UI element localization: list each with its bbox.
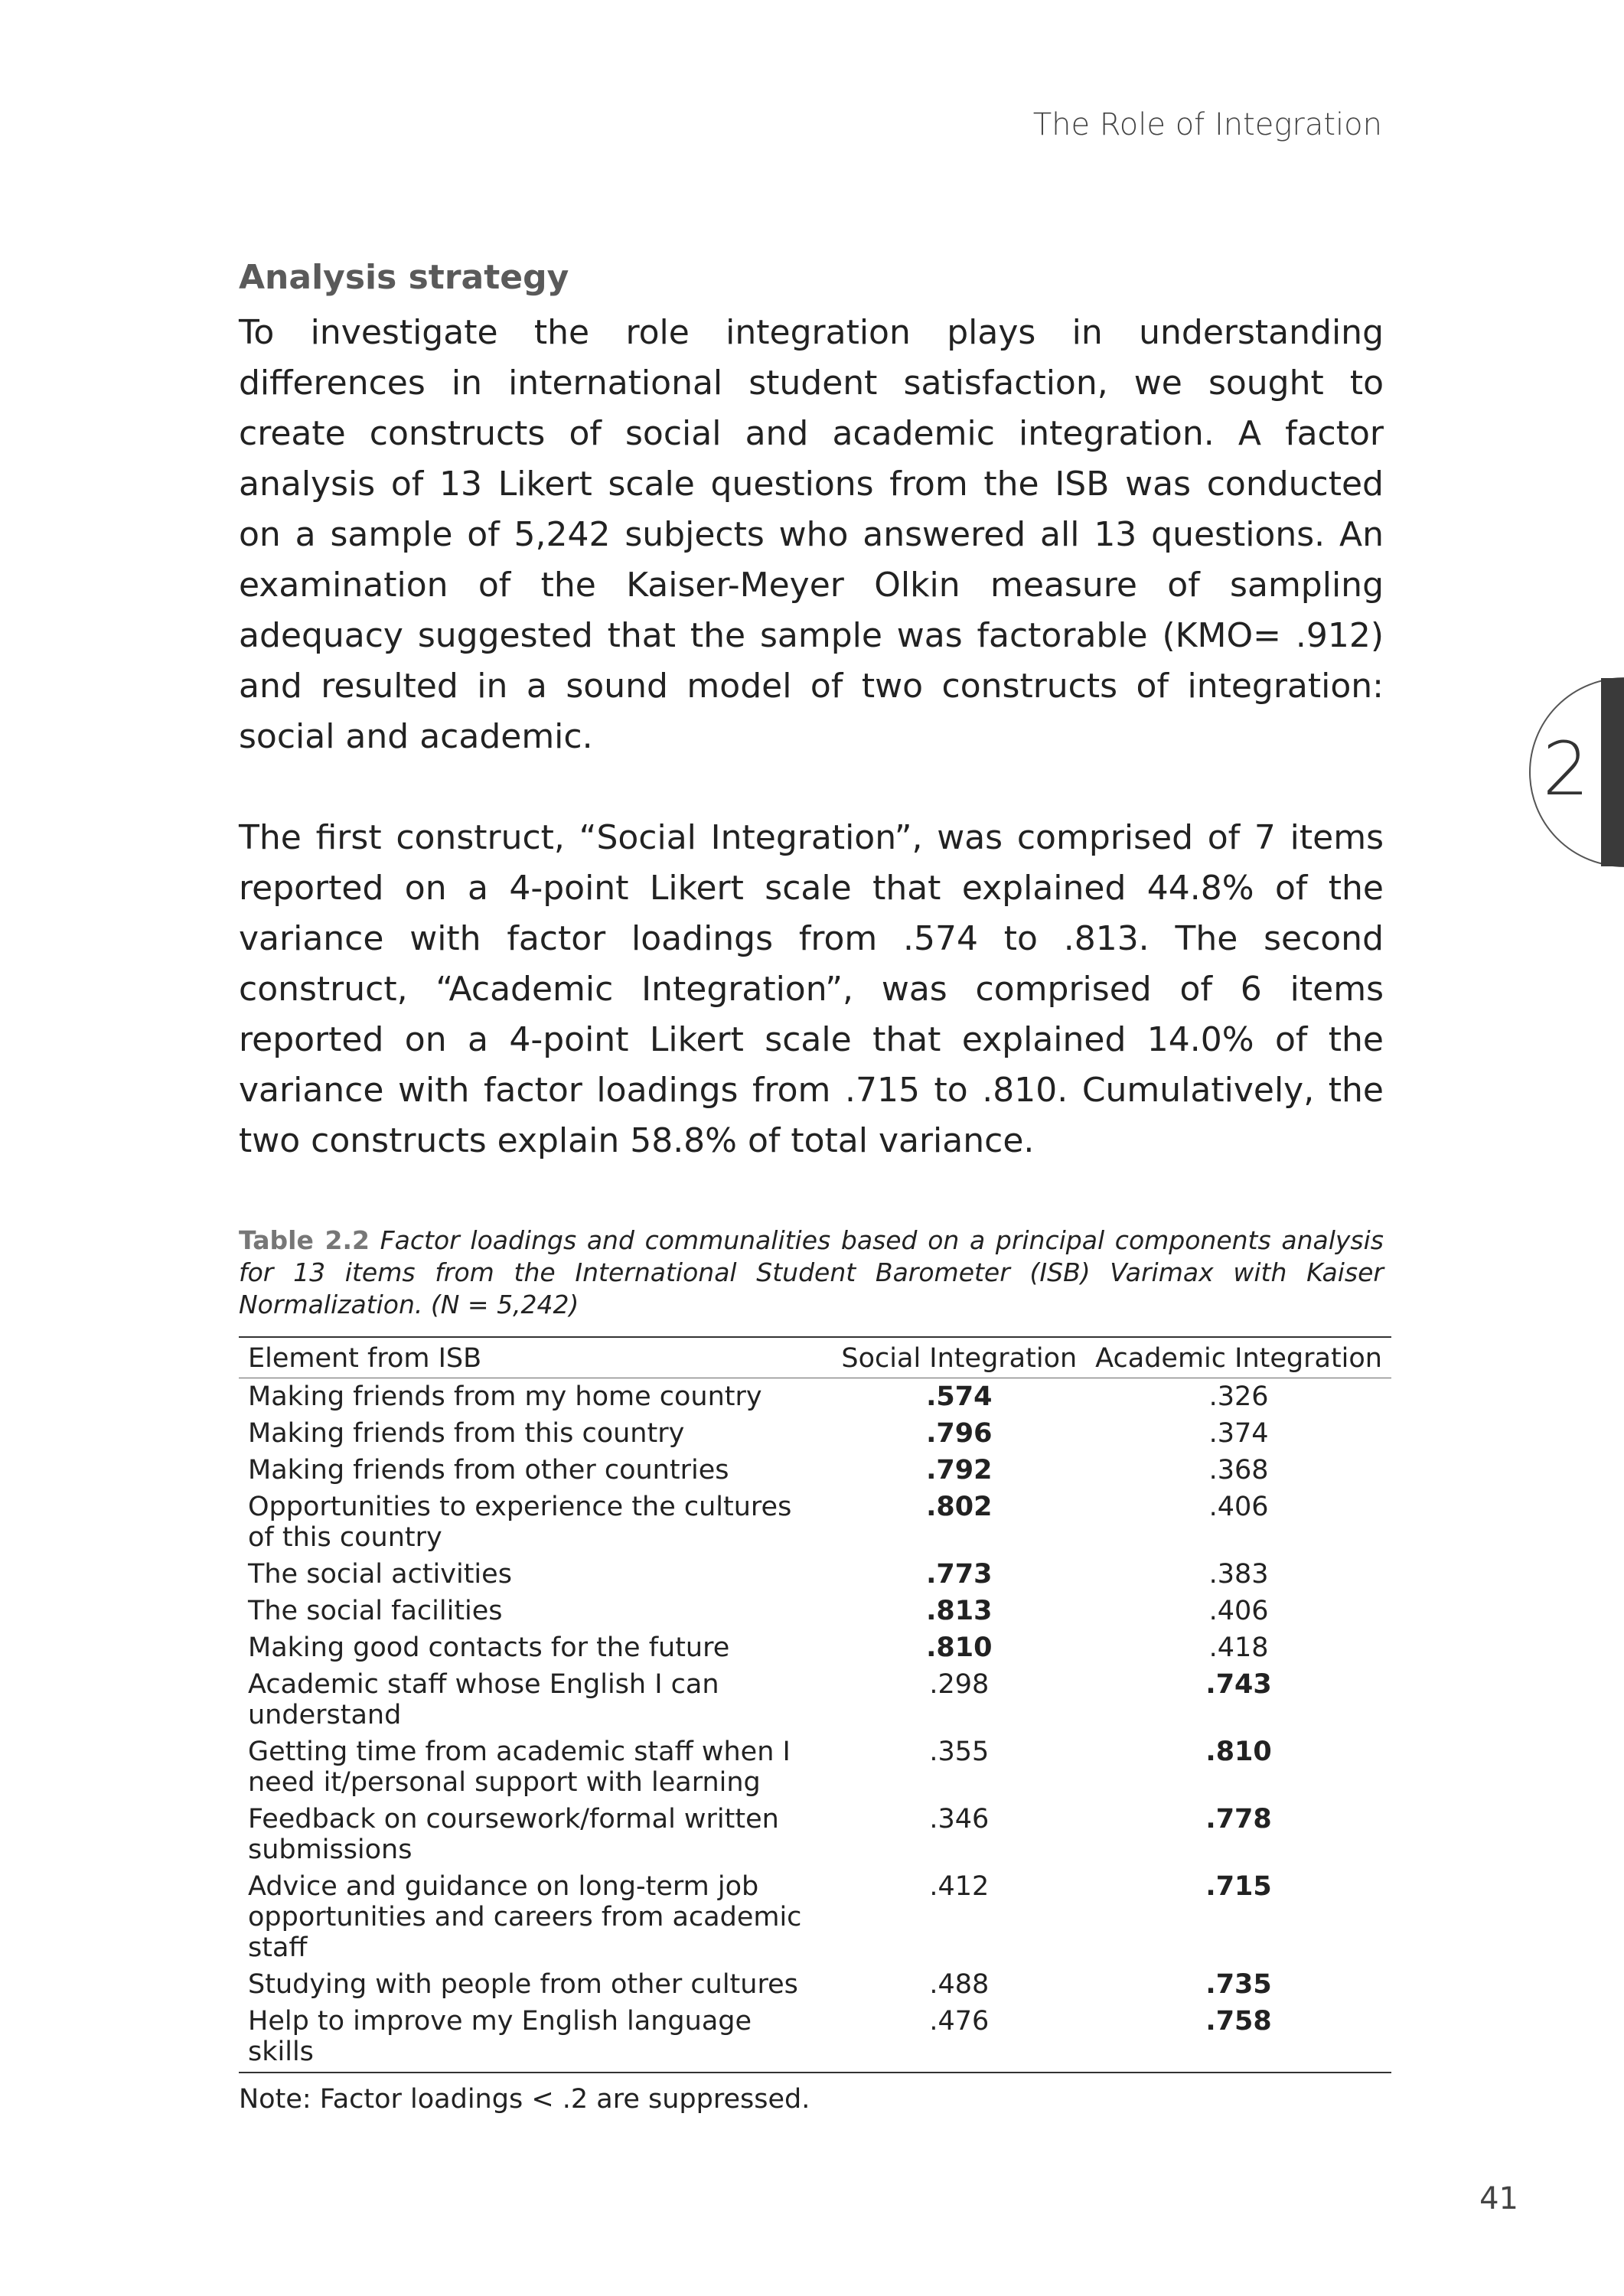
row-element-cell: The social activities <box>248 1559 512 1590</box>
table-row <box>239 1378 1391 1416</box>
table-row <box>239 2003 1391 2073</box>
table-note: Note: Factor loadings < .2 are suppressed. <box>239 2084 810 2115</box>
row-element-cell: The social facilities <box>248 1596 503 1626</box>
table-row <box>239 1452 1391 1489</box>
table-row <box>239 1629 1391 1666</box>
table-row <box>239 1733 1391 1801</box>
row-element-cell: Help to improve my English language skills <box>239 2003 832 2073</box>
row-element-cell: Getting time from academic staff when I need it/personal support with learning <box>248 1737 791 1798</box>
row-element-cell: Studying with people from other cultures <box>248 1969 798 2000</box>
row-social-cell: .346 <box>929 1804 990 1835</box>
table-row <box>239 1415 1391 1452</box>
table-row <box>239 1593 1391 1629</box>
section-heading: Analysis strategy <box>239 258 569 297</box>
row-academic-cell: .326 <box>1208 1381 1269 1412</box>
table-label: Table 2.2 <box>239 1225 370 1255</box>
table-row <box>239 1801 1391 1868</box>
row-academic-cell: .758 <box>1086 2003 1391 2073</box>
factor-loadings-table <box>239 1336 1391 2073</box>
row-social-cell: .412 <box>929 1871 990 1902</box>
running-title: The Role of Integration <box>1032 107 1382 142</box>
row-element-cell: Opportunities to experience the cultures of this country <box>248 1492 792 1553</box>
table-row <box>239 1489 1391 1556</box>
body-paragraph: The first construct, “Social Integration”, was comprised of 7 items reported on a 4-point Likert scale that explained 44.8% of the variance with factor loadings from .574 to .813. The second construct, “Academic Integration”, was comprised of 6 items reported on a 4-point Likert scale that explained 14.0% of the variance with factor loadings from .715 to .810. Cumulatively, the two constructs explain 58.8% of total variance. <box>239 818 1384 1160</box>
column-header-element: Element from ISB <box>239 1337 832 1378</box>
row-social-cell: .574 <box>926 1381 993 1412</box>
main-content <box>239 253 1384 2116</box>
row-social-cell: .792 <box>926 1455 993 1486</box>
row-academic-cell: .715 <box>1205 1871 1272 1902</box>
row-academic-cell: .374 <box>1208 1418 1269 1449</box>
row-element-cell: Feedback on coursework/formal written submissions <box>248 1804 779 1865</box>
row-academic-cell: .368 <box>1208 1455 1269 1486</box>
table-header-row <box>239 1337 1391 1378</box>
row-academic-cell: .406 <box>1208 1596 1269 1626</box>
row-element-cell: Academic staff whose English I can understand <box>248 1669 719 1730</box>
row-social-cell: .476 <box>832 2003 1086 2073</box>
table-body <box>239 1378 1391 2073</box>
table-row <box>239 1666 1391 1733</box>
row-academic-cell: .778 <box>1205 1804 1272 1835</box>
chapter-number: 2 <box>1542 726 1590 812</box>
table-caption <box>239 1225 1384 1321</box>
row-academic-cell: .418 <box>1208 1632 1269 1663</box>
body-paragraph: To investigate the role integration plays in understanding differences in international student satisfaction, we sought to create constructs of social and academic integration. A factor analysis of 13 Likert scale questions from the ISB was conducted on a sample of 5,242 subjects who answered all 13 questions. An examination of the Kaiser-Meyer Olkin measure of sampling adequacy suggested that the sample was factorable (KMO= .912) and resulted in a sound model of two constructs of integration: social and academic. <box>239 313 1384 756</box>
row-academic-cell: .735 <box>1205 1969 1272 2000</box>
row-academic-cell: .383 <box>1208 1559 1269 1590</box>
row-academic-cell: .406 <box>1208 1492 1269 1522</box>
table-row <box>239 1868 1391 1966</box>
row-academic-cell: .810 <box>1205 1737 1272 1767</box>
table-caption-text: Factor loadings and communalities based on a principal components analysis for 13 items from the International Student Barometer (ISB) Varimax with Kaiser Normalization. (N = 5,242) <box>239 1225 1384 1319</box>
column-header-academic: Academic Integration <box>1086 1337 1391 1378</box>
row-element-cell: Advice and guidance on long-term job opportunities and careers from academic staff <box>248 1871 802 1963</box>
row-social-cell: .802 <box>926 1492 993 1522</box>
row-social-cell: .810 <box>926 1632 993 1663</box>
page-number: 41 <box>1479 2181 1518 2216</box>
row-social-cell: .796 <box>926 1418 993 1449</box>
row-social-cell: .488 <box>929 1969 990 2000</box>
row-social-cell: .298 <box>929 1669 990 1700</box>
row-element-cell: Making friends from my home country <box>248 1381 762 1412</box>
row-element-cell: Making friends from other countries <box>248 1455 729 1486</box>
row-element-cell: Making good contacts for the future <box>248 1632 730 1663</box>
row-element-cell: Making friends from this country <box>248 1418 685 1449</box>
table-row <box>239 1556 1391 1593</box>
table-row <box>239 1966 1391 2003</box>
row-social-cell: .813 <box>926 1596 993 1626</box>
row-social-cell: .773 <box>926 1559 993 1590</box>
column-header-social: Social Integration <box>832 1337 1086 1378</box>
row-academic-cell: .743 <box>1205 1669 1272 1700</box>
row-social-cell: .355 <box>929 1737 990 1767</box>
